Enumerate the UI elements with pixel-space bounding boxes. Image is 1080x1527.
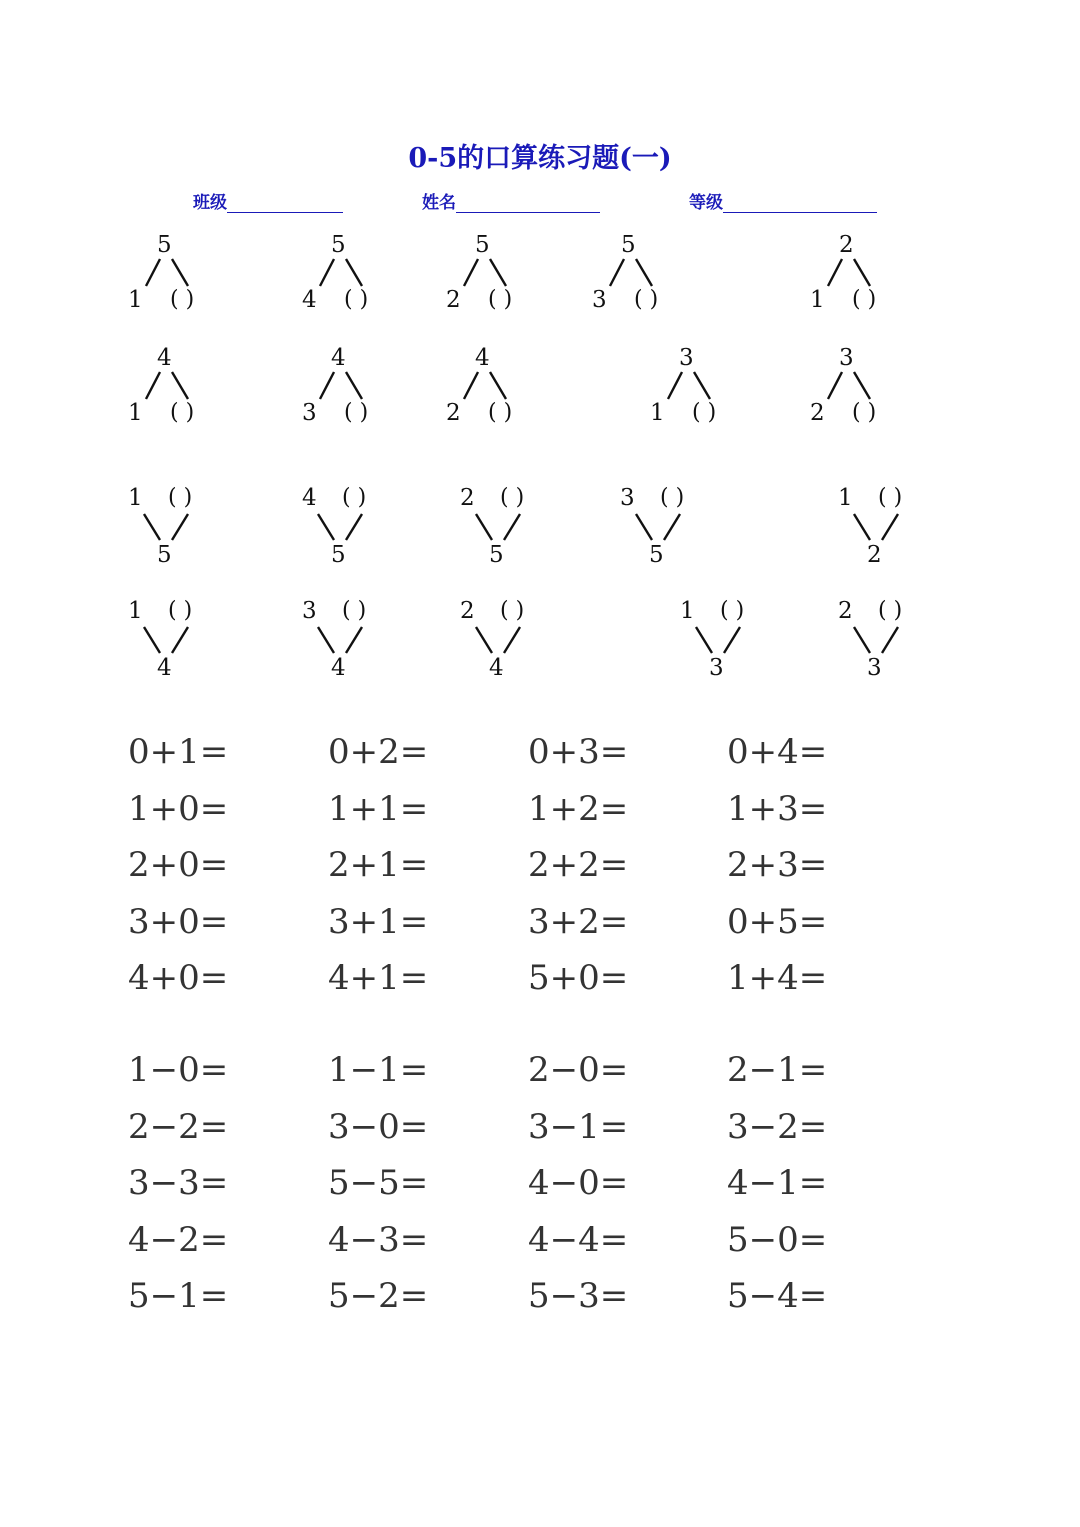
join-bond (460, 485, 570, 568)
bond-left-line (610, 259, 624, 286)
subtraction-problem: 2−0= (528, 1050, 629, 1090)
bond-right-line (854, 259, 870, 286)
bond-part-number: 4 (302, 287, 317, 313)
bond-whole-number: 4 (475, 345, 490, 371)
bond-whole-number: 3 (679, 345, 694, 371)
split-bond (810, 232, 920, 312)
grade-field (689, 188, 877, 214)
join-bond (838, 485, 948, 568)
bond-right-line (882, 514, 898, 540)
subtraction-problem: 3−0= (328, 1106, 429, 1147)
bond-answer-blank[interactable]: ( ) (660, 485, 685, 510)
split-bond (810, 345, 920, 425)
bond-left-line (318, 514, 334, 540)
bond-right-line (490, 259, 506, 286)
bond-left-line (476, 514, 492, 540)
bond-part-number: 3 (592, 287, 607, 313)
bond-part-number: 2 (460, 598, 475, 624)
bond-answer-blank[interactable]: ( ) (878, 485, 903, 510)
bond-answer-blank[interactable]: ( ) (488, 287, 513, 312)
bond-part-number: 1 (128, 485, 143, 511)
bond-answer-blank[interactable]: ( ) (344, 287, 369, 312)
bond-answer-blank[interactable]: ( ) (342, 485, 367, 510)
bond-left-line (318, 627, 334, 653)
bond-answer-blank[interactable]: ( ) (342, 598, 367, 623)
join-bond (128, 485, 238, 568)
addition-problem: 1+0= (128, 788, 229, 829)
addition-problem: 3+0= (128, 901, 229, 942)
subtraction-problem: 2−2= (128, 1106, 229, 1147)
bond-right-line (694, 372, 710, 399)
bond-whole-number: 4 (331, 345, 346, 371)
bond-part-number: 4 (302, 485, 317, 511)
bond-whole-number: 3 (867, 655, 882, 681)
bond-part-number: 1 (128, 400, 143, 426)
split-bond (128, 345, 238, 425)
subtraction-problem: 1−1= (328, 1050, 429, 1090)
bond-part-number: 3 (302, 598, 317, 624)
subtraction-problem: 5−0= (727, 1219, 828, 1260)
subtraction-problem: 4−1= (727, 1163, 828, 1203)
bond-right-line (172, 514, 188, 540)
addition-problem: 1+2= (528, 788, 629, 829)
split-bond (592, 232, 702, 312)
addition-problem: 3+1= (328, 901, 429, 942)
bond-answer-blank[interactable]: ( ) (488, 400, 513, 425)
addition-problem: 0+3= (528, 732, 629, 772)
bond-answer-blank[interactable]: ( ) (634, 287, 659, 312)
bond-left-line (144, 514, 160, 540)
split-bond (446, 345, 556, 425)
bond-right-line (664, 514, 680, 540)
subtraction-problem: 3−2= (727, 1106, 828, 1147)
bond-part-number: 2 (838, 598, 853, 624)
join-bond (838, 598, 948, 681)
join-bond (302, 485, 412, 568)
subtraction-problem: 5−1= (128, 1276, 229, 1316)
addition-problem: 0+1= (128, 732, 229, 772)
addition-problem: 5+0= (528, 958, 629, 998)
subtraction-problem: 5−4= (727, 1276, 828, 1316)
bond-whole-number: 2 (867, 542, 882, 568)
split-bond (302, 232, 412, 312)
subtraction-problem: 4−2= (128, 1219, 229, 1260)
join-bond (128, 598, 238, 681)
bond-left-line (668, 372, 682, 399)
addition-problem: 2+2= (528, 845, 629, 885)
bond-right-line (504, 514, 520, 540)
bond-left-line (320, 259, 334, 286)
bond-right-line (346, 627, 362, 653)
bond-left-line (476, 627, 492, 653)
bond-part-number: 2 (446, 400, 461, 426)
bond-whole-number: 5 (331, 232, 346, 258)
bond-whole-number: 5 (649, 542, 664, 568)
subtraction-problem: 5−3= (528, 1276, 629, 1316)
join-bond (302, 598, 412, 681)
bond-whole-number: 4 (157, 655, 172, 681)
join-bond (460, 598, 570, 681)
split-bond (446, 232, 556, 312)
bond-left-line (146, 372, 160, 399)
addition-problem: 0+4= (727, 732, 828, 772)
subtraction-problem: 2−1= (727, 1050, 828, 1090)
bond-whole-number: 5 (475, 232, 490, 258)
grade-label: 等级 (689, 193, 723, 213)
name-field (422, 188, 600, 214)
bond-left-line (636, 514, 652, 540)
bond-left-line (464, 372, 478, 399)
addition-problem: 2+0= (128, 845, 229, 885)
subtraction-problem: 4−0= (528, 1163, 629, 1203)
bond-whole-number: 4 (331, 655, 346, 681)
bond-answer-blank[interactable]: ( ) (692, 400, 717, 425)
subtraction-problem: 4−4= (528, 1219, 629, 1260)
split-bond (650, 345, 760, 425)
subtraction-problem: 3−3= (128, 1163, 229, 1203)
bond-right-line (490, 372, 506, 399)
grade-blank[interactable] (723, 194, 877, 213)
subtraction-problem: 4−3= (328, 1219, 429, 1260)
bond-part-number: 1 (128, 287, 143, 313)
bond-whole-number: 3 (839, 345, 854, 371)
bond-answer-blank[interactable]: ( ) (500, 598, 525, 623)
bond-part-number: 2 (446, 287, 461, 313)
bond-whole-number: 5 (489, 542, 504, 568)
addition-problem: 1+1= (328, 788, 429, 829)
bond-whole-number: 5 (331, 542, 346, 568)
page-title: 0-5的口算练习题(一) (408, 143, 672, 174)
bond-part-number: 1 (680, 598, 695, 624)
bond-right-line (636, 259, 652, 286)
bond-right-line (882, 627, 898, 653)
subtraction-problem: 3−1= (528, 1106, 629, 1147)
bond-right-line (346, 514, 362, 540)
bond-right-line (504, 627, 520, 653)
addition-problem: 4+1= (328, 958, 429, 998)
bond-part-number: 3 (620, 485, 635, 511)
subtraction-problem: 5−2= (328, 1276, 429, 1316)
bond-part-number: 2 (460, 485, 475, 511)
bond-left-line (828, 259, 842, 286)
bond-part-number: 3 (302, 400, 317, 426)
join-bond (680, 598, 790, 681)
class-label: 班级 (193, 193, 227, 213)
addition-problem: 0+5= (727, 901, 828, 942)
bond-left-line (146, 259, 160, 286)
bond-whole-number: 3 (709, 655, 724, 681)
addition-problem: 1+4= (727, 958, 828, 998)
bond-left-line (828, 372, 842, 399)
bond-answer-blank[interactable]: ( ) (500, 485, 525, 510)
bond-right-line (346, 259, 362, 286)
bond-answer-blank[interactable]: ( ) (168, 598, 193, 623)
bond-left-line (696, 627, 712, 653)
addition-problem: 4+0= (128, 958, 229, 998)
bond-answer-blank[interactable]: ( ) (168, 485, 193, 510)
addition-problem: 3+2= (528, 901, 629, 942)
bond-whole-number: 5 (621, 232, 636, 258)
bond-left-line (854, 514, 870, 540)
bond-part-number: 2 (810, 400, 825, 426)
bond-answer-blank[interactable]: ( ) (720, 598, 745, 623)
bond-left-line (320, 372, 334, 399)
bond-whole-number: 4 (157, 345, 172, 371)
subtraction-problem: 5−5= (328, 1163, 429, 1203)
bond-whole-number: 5 (157, 542, 172, 568)
bond-right-line (172, 259, 188, 286)
bond-part-number: 1 (650, 400, 665, 426)
subtraction-problem: 1−0= (128, 1050, 229, 1090)
bond-part-number: 1 (128, 598, 143, 624)
addition-problem: 2+1= (328, 845, 429, 885)
bond-answer-blank[interactable]: ( ) (344, 400, 369, 425)
bond-answer-blank[interactable]: ( ) (170, 400, 195, 425)
bond-part-number: 1 (838, 485, 853, 511)
bond-right-line (724, 627, 740, 653)
bond-left-line (144, 627, 160, 653)
addition-problem: 0+2= (328, 732, 429, 772)
name-blank[interactable] (456, 194, 600, 213)
addition-problem: 2+3= (727, 845, 828, 885)
class-field (193, 188, 343, 214)
bond-right-line (172, 372, 188, 399)
bond-answer-blank[interactable]: ( ) (852, 287, 877, 312)
bond-right-line (346, 372, 362, 399)
bond-answer-blank[interactable]: ( ) (878, 598, 903, 623)
bond-left-line (854, 627, 870, 653)
bond-whole-number: 5 (157, 232, 172, 258)
bond-part-number: 1 (810, 287, 825, 313)
bond-whole-number: 2 (839, 232, 854, 258)
bond-left-line (464, 259, 478, 286)
bond-whole-number: 4 (489, 655, 504, 681)
class-blank[interactable] (227, 194, 343, 213)
bond-right-line (172, 627, 188, 653)
bond-right-line (854, 372, 870, 399)
bond-answer-blank[interactable]: ( ) (170, 287, 195, 312)
join-bond (620, 485, 730, 568)
split-bond (302, 345, 412, 425)
name-label: 姓名 (422, 193, 456, 213)
addition-problem: 1+3= (727, 788, 828, 829)
bond-answer-blank[interactable]: ( ) (852, 400, 877, 425)
split-bond (128, 232, 238, 312)
